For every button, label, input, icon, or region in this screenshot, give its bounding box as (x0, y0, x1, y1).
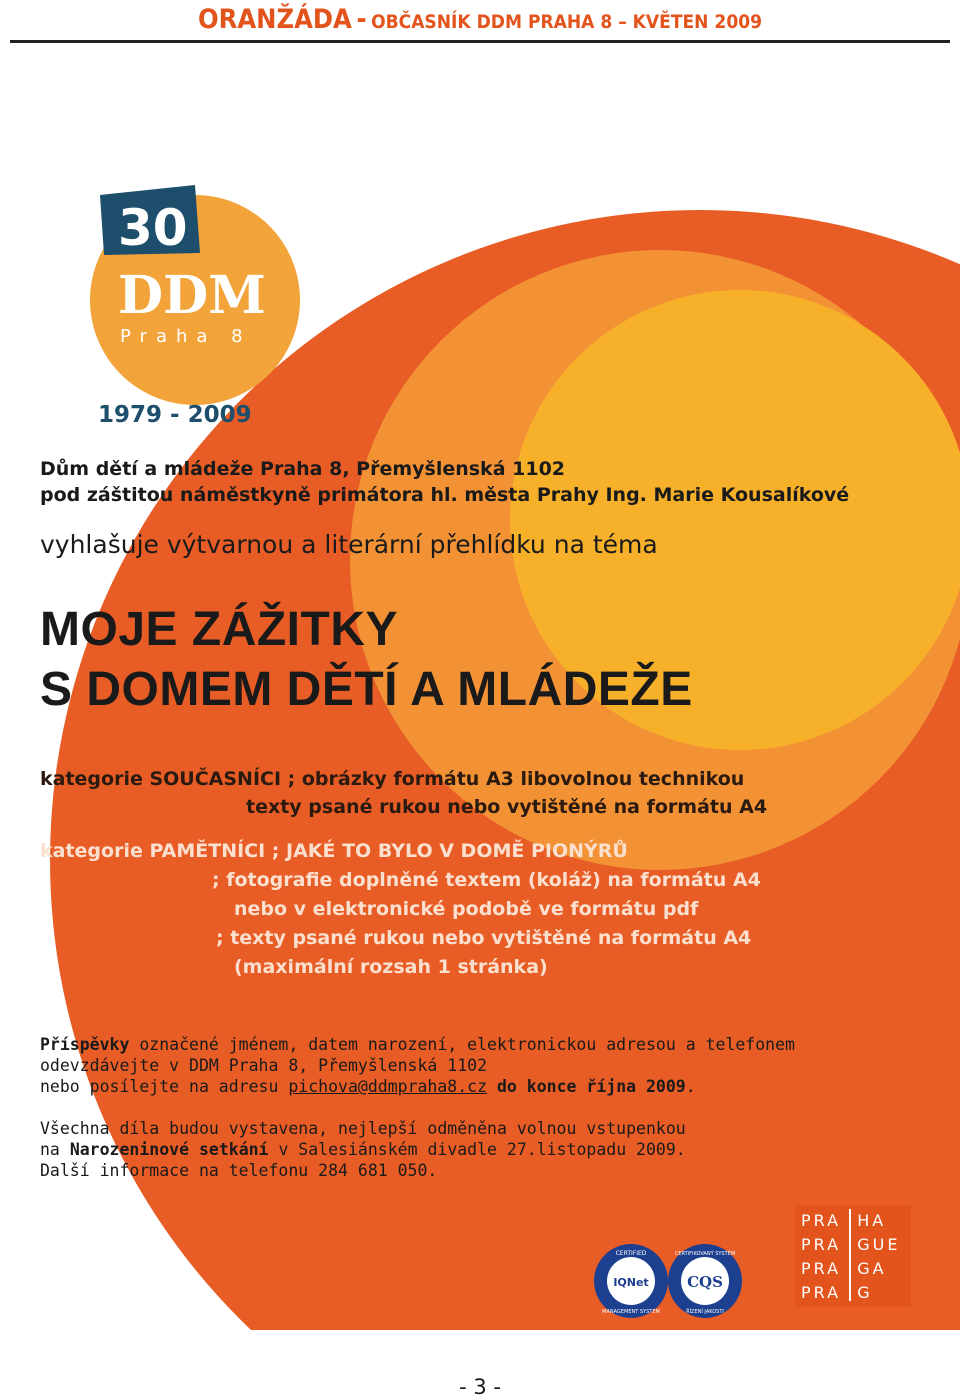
cqs-label: CQS (687, 1273, 723, 1291)
header-separator: - (356, 4, 367, 35)
praha-row-3-left: PRA (801, 1259, 842, 1278)
praha-logo-row-3 (801, 1259, 887, 1278)
ddm-30-logo (90, 185, 310, 435)
category-memory-label: kategorie PAMĚTNÍCI ; JAKÉ TO BYLO V DOMĚ PIONÝRŮ (40, 840, 628, 862)
call-text: vyhlašuje výtvarnou a literární přehlídku na téma (40, 530, 658, 559)
cqs-ring-bottom: ŘÍZENÍ JAKOSTI (686, 1309, 724, 1315)
exhibition-line-1: Všechna díla budou vystavena, nejlepší odměněna volnou vstupenkou (40, 1119, 686, 1138)
intro-text (40, 456, 849, 508)
event-name: Narozeninové setkání (69, 1140, 269, 1159)
logo-city: Praha 8 (120, 326, 252, 347)
header-subtitle: OBČASNÍK DDM PRAHA 8 – KVĚTEN 2009 (371, 11, 763, 33)
intro-line-2: pod záštitou náměstkyně primátora hl. města Prahy Ing. Marie Kousalíkové (40, 484, 850, 506)
praha-row-4-left: PRA (801, 1283, 842, 1302)
main-title (40, 600, 693, 720)
main-title-line-2: S DOMEM DĚTÍ A MLÁDEŽE (40, 663, 693, 716)
category-memory-line-4: ; texty psané rukou nebo vytištěné na formátu A4 (216, 927, 752, 949)
email-link[interactable]: pichova@ddmpraha8.cz (288, 1077, 488, 1096)
submission-line-3-prefix: nebo posílejte na adresu (40, 1077, 279, 1096)
exhibition-line-3: Další informace na telefonu 284 681 050. (40, 1161, 438, 1180)
page-number: - 3 - (459, 1375, 501, 1399)
category-memory-line-2: ; fotografie doplněné textem (koláž) na formátu A4 (212, 869, 761, 891)
category-memory-line-3: nebo v elektronické podobě ve formátu pdf (234, 898, 699, 920)
praha-city-logo (795, 1205, 911, 1307)
main-title-line-1: MOJE ZÁŽITKY (40, 603, 399, 656)
praha-row-2-right: GUE (857, 1235, 901, 1254)
submission-info (40, 1034, 795, 1181)
iqnet-ring-bottom: MANAGEMENT SYSTEM (602, 1309, 660, 1315)
submission-line-3 (40, 1076, 795, 1097)
iqnet-ring-top: CERTIFIED (615, 1250, 647, 1257)
intro-line-1: Dům dětí a mládeže Praha 8, Přemyšlenská 1102 (40, 458, 566, 480)
logo-ddm: DDM (118, 265, 266, 326)
submission-line-1-text: označené jménem, datem narození, elektronickou adresou a telefonem (139, 1035, 795, 1054)
category-memory-line-5: (maximální rozsah 1 stránka) (234, 956, 548, 978)
exhibition-line-2 (40, 1139, 795, 1160)
deadline: do konce října 2009 (496, 1077, 686, 1096)
cqs-certification-seal (666, 1242, 744, 1320)
praha-row-3-right: GA (857, 1259, 887, 1278)
praha-logo-row-2 (801, 1235, 900, 1254)
spacer (40, 1097, 795, 1118)
praha-logo-row-1 (801, 1211, 886, 1230)
submission-line-1 (40, 1034, 795, 1055)
exhibition-line-2-prefix: na (40, 1140, 60, 1159)
submission-period: . (685, 1077, 696, 1096)
praha-row-1-right: HA (857, 1211, 887, 1230)
praha-row-4-right: G (857, 1283, 873, 1302)
iqnet-certification-seal (592, 1242, 670, 1320)
cqs-ring-top: CERTIFIKOVANÝ SYSTÉM (674, 1251, 736, 1257)
submission-line-2: odevzdávejte v DDM Praha 8, Přemyšlenská 1102 (40, 1056, 488, 1075)
submission-bold-word: Příspěvky (40, 1035, 130, 1054)
logo-number: 30 (118, 199, 188, 257)
exhibition-line-2-suffix: v Salesiánském divadle 27.listopadu 2009. (278, 1140, 686, 1159)
header-title: ORANŽÁDA (197, 4, 352, 35)
category-current-line-2: texty psané rukou nebo vytištěné na formátu A4 (246, 796, 768, 818)
praha-logo-row-4 (801, 1283, 873, 1302)
category-current-label: kategorie SOUČASNÍCI ; obrázky formátu A3 libovolnou technikou (40, 768, 745, 790)
praha-row-1-left: PRA (801, 1211, 842, 1230)
logo-years: 1979 - 2009 (98, 402, 252, 428)
iqnet-label: IQNet (613, 1276, 649, 1289)
praha-row-2-left: PRA (801, 1235, 842, 1254)
